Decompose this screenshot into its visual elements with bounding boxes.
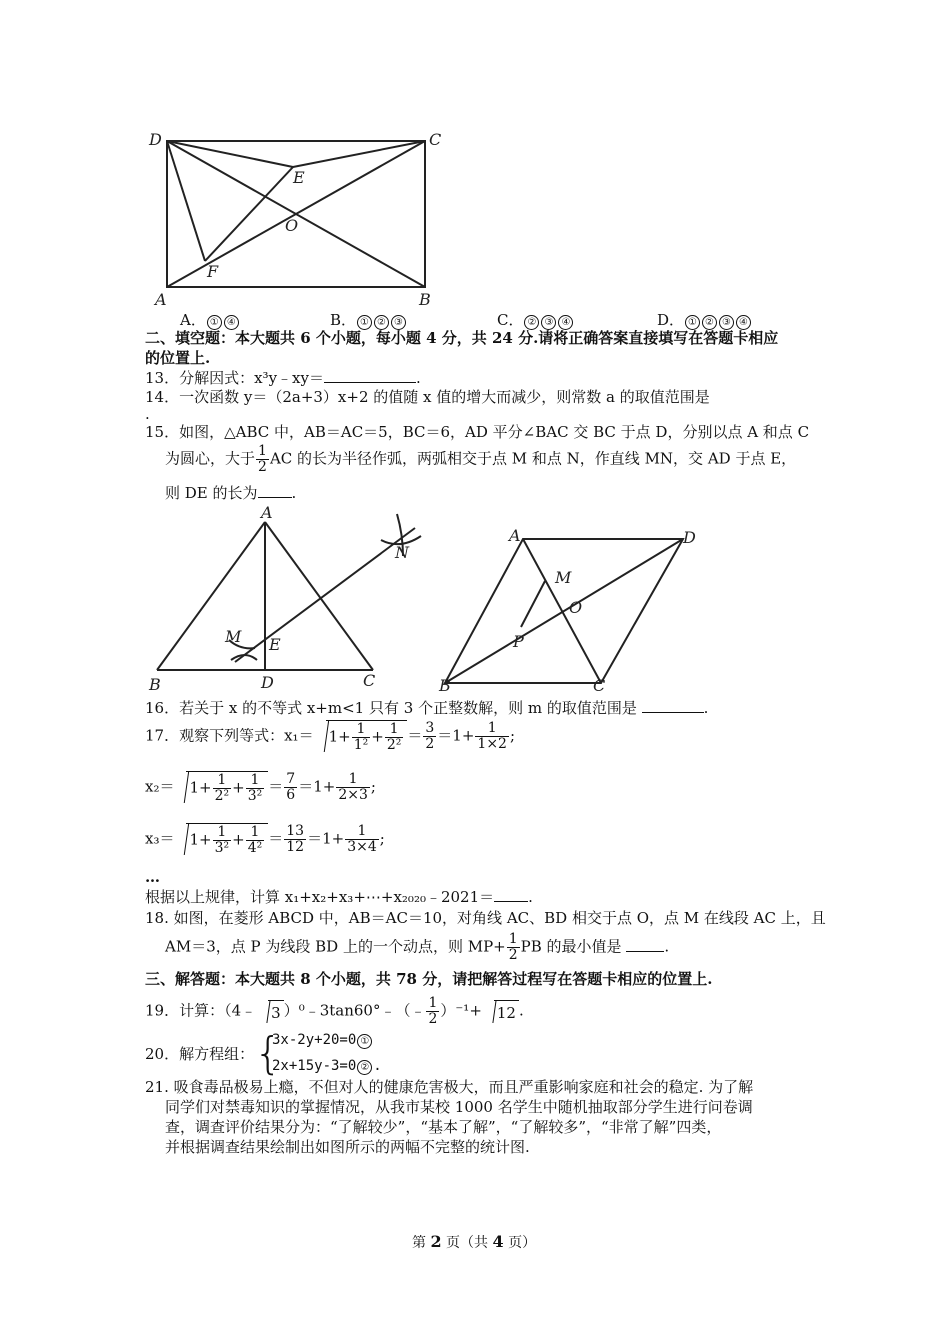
question-14-end: . xyxy=(145,405,150,423)
section2-title-line2: 的位置上. xyxy=(145,349,211,367)
label-A: A xyxy=(509,526,521,545)
section2-title-line1: 二、填空题：本大题共 6 个小题，每小题 4 分，共 24 分.请将正确答案直接填写在答题卡相应 xyxy=(145,329,779,347)
equation-system-brace: { xyxy=(254,1028,282,1079)
question-17-last: 根据以上规律，计算 x₁+x₂+x₃+⋯+x₂₀₂₀﹣2021＝ . xyxy=(145,888,533,906)
choice-a: A． ① ④ xyxy=(180,309,240,331)
label-N: N xyxy=(395,543,409,562)
label-B: B xyxy=(419,290,431,309)
label-D: D xyxy=(261,673,274,692)
question-16: 16．若关于 x 的不等式 x+m<1 只有 3 个正整数解，则 m 的取值范围是 . xyxy=(145,699,709,717)
choice-b: B． ① ② ③ xyxy=(330,309,407,331)
question-19: 19．计算：（4﹣ 3 ）⁰﹣3tan60°﹣（﹣ $\frac{1}{2}$ ）⁻¹+ 12 . xyxy=(145,995,524,1027)
question-13: 13．分解因式：x³y﹣xy＝ . xyxy=(145,369,421,387)
choice-d: D． ① ② ③ ④ xyxy=(657,309,752,331)
question-21-line3: 查，调查评价结果分为：“了解较少”，“基本了解”，“了解较多”，“非常了解”四类， xyxy=(165,1118,722,1136)
figure-triangle xyxy=(145,500,445,695)
label-C: C xyxy=(593,676,606,695)
figure-rhombus xyxy=(435,525,710,695)
label-E: E xyxy=(293,168,305,187)
label-O: O xyxy=(285,216,299,235)
label-A: A xyxy=(155,290,167,309)
question-17-row2: x₂＝ 1+ $\frac{1}{\text{2²}}$ + $\frac{1}{\text{3²}}$ ＝ $\frac{7}{6}$ ＝1+ $\frac{1}{2\times 3}$ ; xyxy=(145,771,376,804)
label-B: B xyxy=(149,675,161,694)
question-17-row3: x₃＝ 1+ $\frac{1}{\text{3²}}$ + $\frac{1}{\text{4²}}$ ＝ $\frac{13}{12}$ ＝1+ $\frac{1}{3\times 4}$ ; xyxy=(145,823,385,856)
question-21-line4: 并根据调查结果绘制出如图所示的两幅不完整的统计图. xyxy=(165,1138,530,1156)
equation-2: 2x+15y-3=0 ② . xyxy=(272,1058,382,1074)
label-M: M xyxy=(555,568,572,587)
question-18-line2: AM＝3，点 P 为线段 BD 上的一个动点，则 MP+ $\frac{1}{2}$ PB 的最小值是 . xyxy=(165,931,670,963)
question-15-line2: 为圆心，大于 $\frac{1}{2}$ AC 的长为半径作弧，两弧相交于点 M 和点 N，作直线 MN，交 AD 于点 E， xyxy=(165,443,797,475)
question-15-line3: 则 DE 的长为 . xyxy=(165,484,297,502)
label-D: D xyxy=(683,528,696,547)
choice-c: C． ② ③ ④ xyxy=(497,309,574,331)
label-D: D xyxy=(149,130,162,149)
label-M: M xyxy=(225,627,242,646)
label-A: A xyxy=(261,503,273,522)
question-21-line1: 21. 吸食毒品极易上瘾，不但对人的健康危害极大，而且严重影响家庭和社会的稳定. 为了解 xyxy=(145,1078,754,1096)
page-footer: 第 2 页（共 4 页） xyxy=(412,1232,537,1251)
question-20-label: 20．解方程组： xyxy=(145,1045,255,1063)
question-21-line2: 同学们对禁毒知识的掌握情况，从我市某校 1000 名学生中随机抽取部分学生进行问卷调 xyxy=(165,1098,753,1116)
section3-title: 三、解答题：本大题共 8 个小题，共 78 分，请把解答过程写在答题卡相应的位置上. xyxy=(145,970,713,988)
label-O: O xyxy=(569,598,583,617)
question-14: 14．一次函数 y＝（2a+3）x+2 的值随 x 值的增大而减少，则常数 a 的取值范围是 xyxy=(145,388,710,406)
label-E: E xyxy=(269,635,281,654)
question-17-ellipsis: … xyxy=(145,868,160,886)
label-C: C xyxy=(429,130,442,149)
question-18-line1: 18. 如图，在菱形 ABCD 中，AB＝AC＝10，对角线 AC、BD 相交于点 O，点 M 在线段 AC 上，且 xyxy=(145,909,826,927)
question-15-line1: 15．如图，△ABC 中，AB＝AC＝5，BC＝6，AD 平分∠BAC 交 BC 于点 D，分别以点 A 和点 C xyxy=(145,423,810,441)
equation-1: 3x-2y+20=0 ① xyxy=(272,1030,373,1050)
question-17-row1: 17．观察下列等式：x₁＝ 1+ $\frac{1}{\text{1²}}$ + $\frac{1}{\text{2²}}$ ＝ $\frac{3}{2}$ ＝1+ $\frac{1}{1\times 2}$ ; xyxy=(145,720,516,753)
label-F: F xyxy=(207,262,219,281)
label-B: B xyxy=(439,676,451,695)
label-C: C xyxy=(363,671,376,690)
label-P: P xyxy=(513,632,524,651)
figure-rectangle xyxy=(145,125,455,310)
